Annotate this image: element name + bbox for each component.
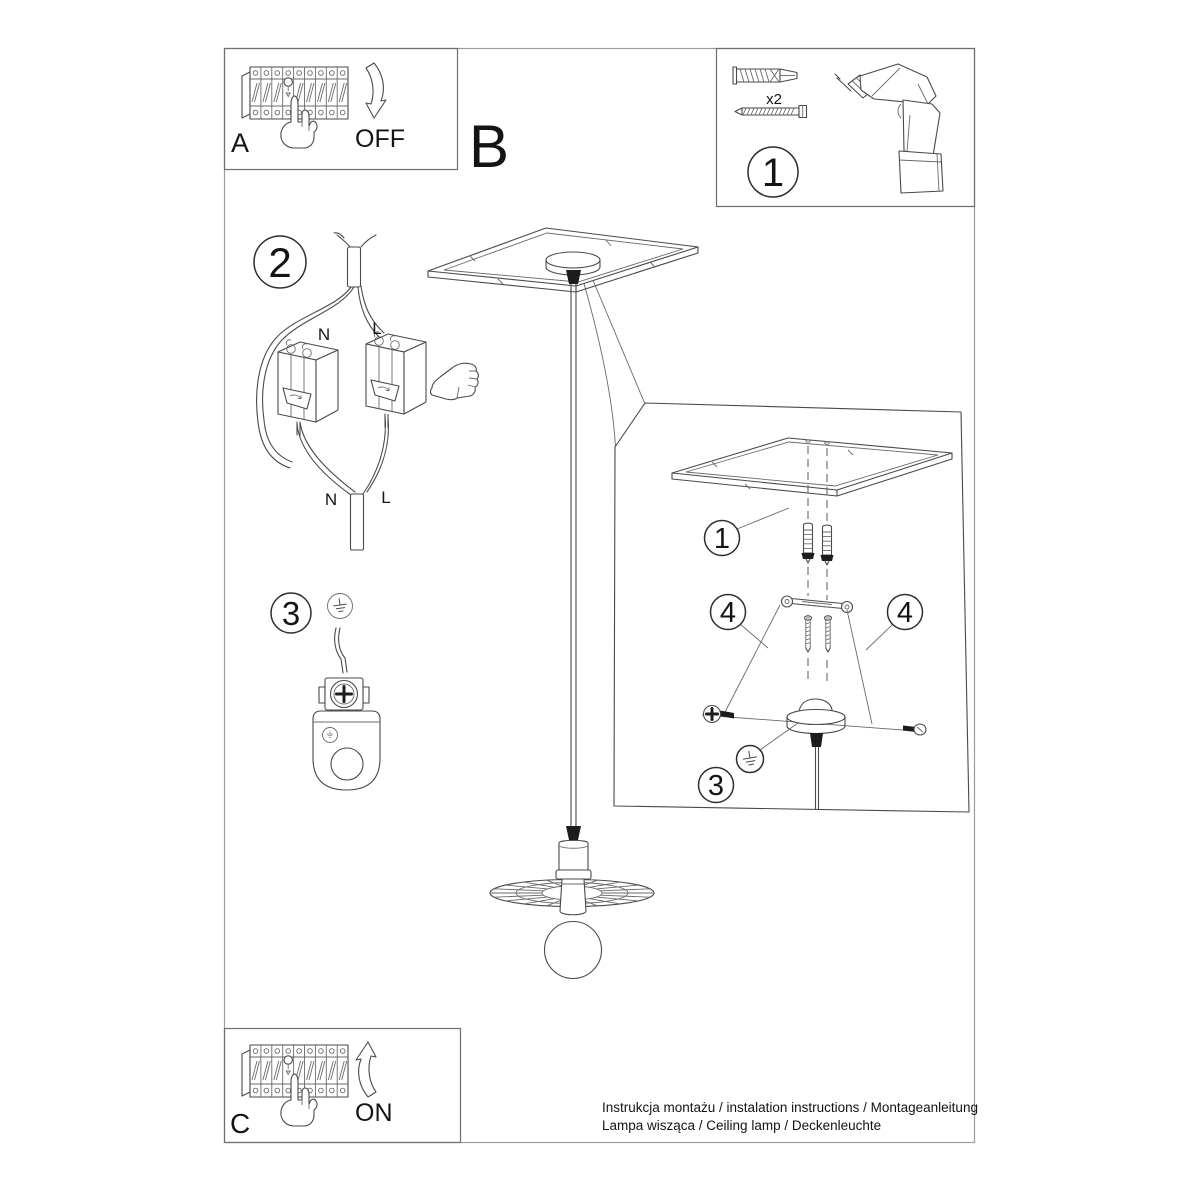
bulb-icon xyxy=(545,922,602,979)
panel-a-label: A xyxy=(231,128,250,158)
step-3-number: 3 xyxy=(281,595,301,632)
detail-step-3-number: 3 xyxy=(707,770,725,802)
detail-step-4-right-number: 4 xyxy=(896,597,914,629)
footer-line2: Lampa wisząca / Ceiling lamp / Deckenleuchte xyxy=(602,1118,882,1133)
mounting-plate-icon xyxy=(313,711,380,790)
section-b-label: B xyxy=(469,113,510,180)
detail-step-4-left-number: 4 xyxy=(719,597,737,629)
step-2-number: 2 xyxy=(268,239,292,286)
off-label: OFF xyxy=(355,125,405,153)
anchor-quantity-label: x2 xyxy=(766,91,782,108)
detail-ground-symbol-icon xyxy=(737,746,764,773)
detail-view xyxy=(614,403,969,812)
panel-c-label: C xyxy=(230,1108,251,1139)
output-n-label: N xyxy=(324,490,338,509)
detail-step-1-number: 1 xyxy=(713,523,731,555)
step-1-number: 1 xyxy=(761,151,785,195)
wall-plug-detail-icon xyxy=(802,523,815,563)
wall-plug-detail-icon xyxy=(821,525,834,565)
on-label: ON xyxy=(355,1099,393,1127)
terminal-l-label: L xyxy=(372,319,382,338)
output-l-label: L xyxy=(381,488,391,507)
terminal-n-label: N xyxy=(317,325,331,344)
ground-terminal-icon xyxy=(319,678,369,710)
footer-line1: Instrukcja montażu / instalation instructions / Montageanleitung xyxy=(602,1100,978,1115)
